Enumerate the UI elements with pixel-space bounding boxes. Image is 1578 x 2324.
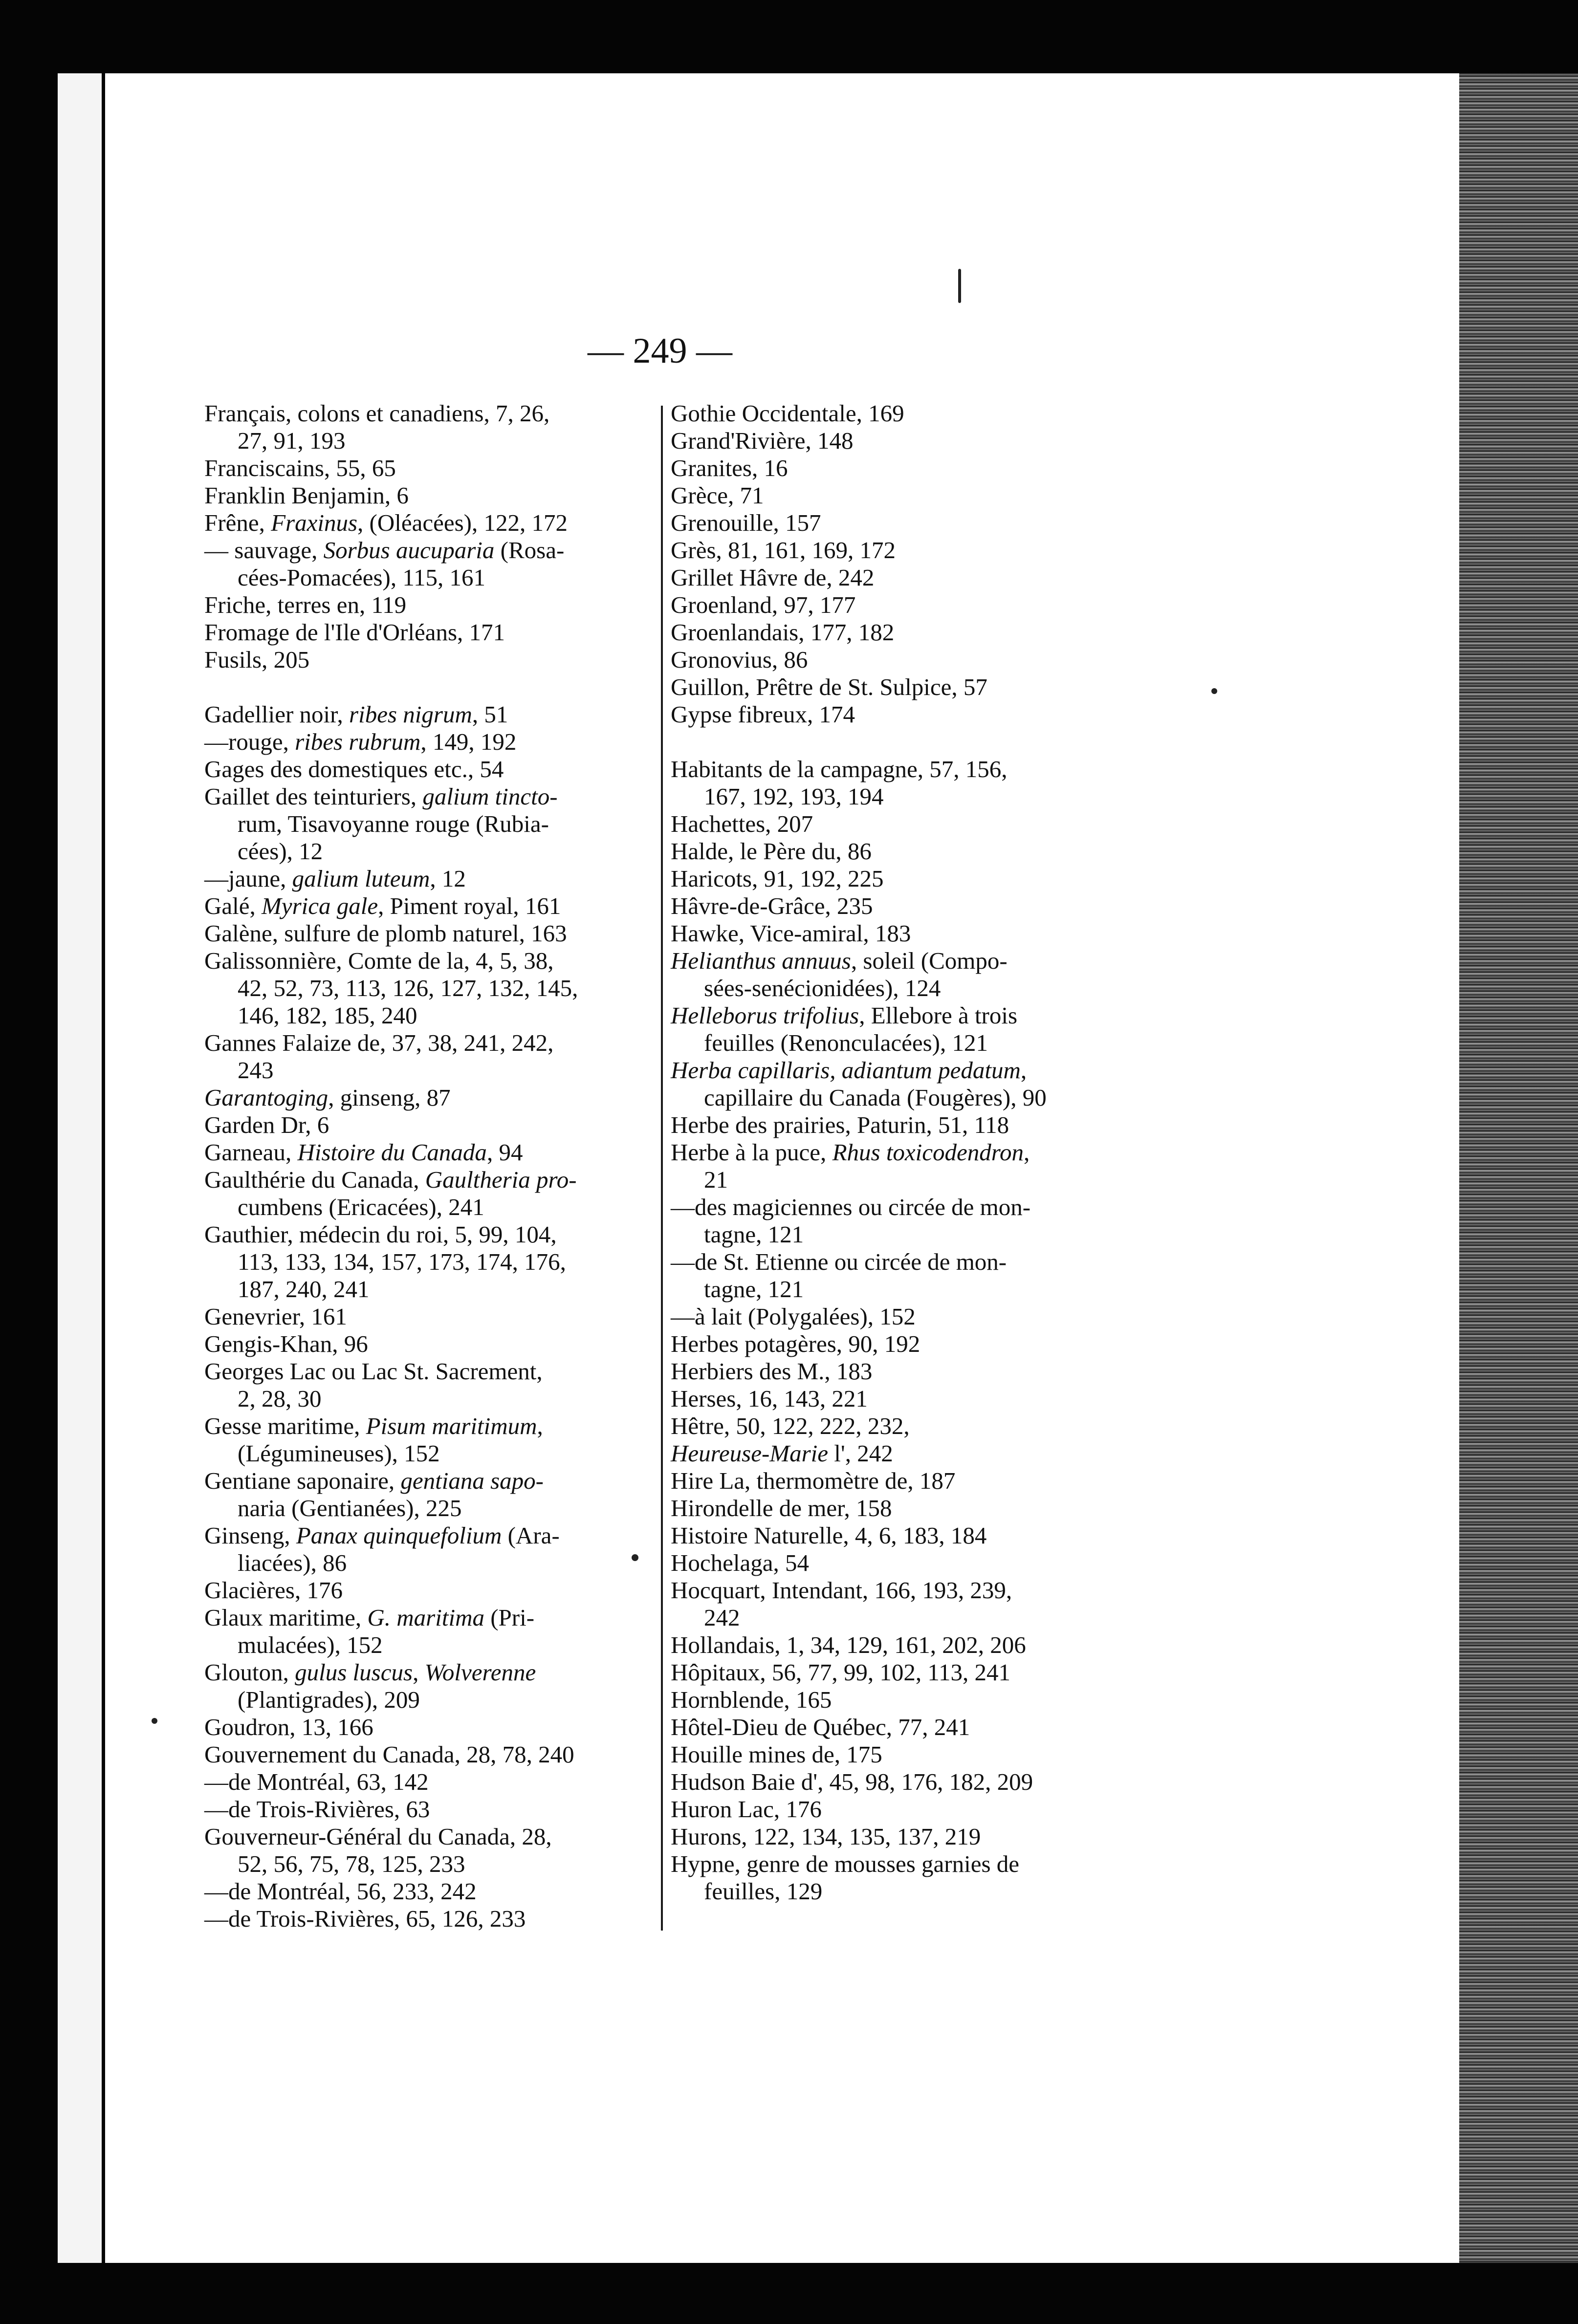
- index-entry: [204, 947, 661, 1029]
- index-entry-line: naria (Gentianées), 225: [238, 1495, 462, 1521]
- left-page-edge: [58, 73, 102, 2263]
- index-entry-line: Grand'Rivière, 148: [671, 427, 854, 454]
- index-entry-line: Herba capillaris, adiantum pedatum,: [671, 1057, 1027, 1084]
- index-entry: [671, 1741, 1125, 1768]
- index-entry: [671, 455, 1125, 482]
- index-entry: [671, 1522, 1125, 1549]
- index-column-left: [204, 400, 661, 1933]
- index-entry: [204, 1741, 661, 1768]
- index-entry-line: 242: [704, 1604, 740, 1631]
- index-entry-line: (Plantigrades), 209: [238, 1686, 420, 1713]
- index-entry-line: cumbens (Ericacées), 241: [238, 1194, 484, 1220]
- index-entry: [671, 400, 1125, 427]
- index-entry-line: (Légumineuses), 152: [238, 1440, 440, 1467]
- index-entry: [671, 1303, 1125, 1330]
- index-entry: [671, 1714, 1125, 1741]
- index-entry-line: Gypse fibreux, 174: [671, 701, 855, 728]
- index-entry: [671, 865, 1125, 892]
- index-entry: [671, 1385, 1125, 1412]
- index-entry-line: Houille mines de, 175: [671, 1741, 882, 1768]
- index-entry: [671, 947, 1125, 1002]
- index-entry-line: Gothie Occidentale, 169: [671, 400, 904, 427]
- index-entry: [671, 1002, 1125, 1057]
- index-entry-line: Fusils, 205: [204, 646, 310, 673]
- index-entry: [204, 756, 661, 783]
- right-page-edge: [1459, 73, 1578, 2263]
- index-entry-line: cées), 12: [238, 838, 323, 865]
- index-entry: [204, 920, 661, 947]
- index-entry: [204, 1303, 661, 1330]
- index-entry-line: Gengis-Khan, 96: [204, 1330, 368, 1357]
- index-entry: [671, 701, 1125, 728]
- index-entry-line: 113, 133, 134, 157, 173, 174, 176,: [238, 1248, 566, 1275]
- index-entry-line: Glacières, 176: [204, 1577, 343, 1604]
- index-entry-line: Garden Dr, 6: [204, 1111, 329, 1138]
- index-entry: [671, 1111, 1125, 1139]
- index-entry-line: Georges Lac ou Lac St. Sacrement,: [204, 1358, 543, 1385]
- index-entry: [204, 701, 661, 728]
- index-entry: [204, 1796, 661, 1823]
- index-entry: [671, 756, 1125, 810]
- index-entry: [671, 810, 1125, 838]
- index-entry: [671, 1659, 1125, 1686]
- index-entry-line: Helleborus trifolius, Ellebore à trois: [671, 1002, 1018, 1029]
- section-gap: [204, 673, 661, 701]
- index-entry-line: Hire La, thermomètre de, 187: [671, 1467, 956, 1494]
- ink-speck: [958, 269, 961, 303]
- index-entry: [671, 646, 1125, 673]
- index-entry-line: Franklin Benjamin, 6: [204, 482, 409, 509]
- index-entry-line: — sauvage, Sorbus aucuparia (Rosa-: [204, 537, 565, 564]
- index-entry: [204, 1659, 661, 1714]
- index-entry-line: Genevrier, 161: [204, 1303, 347, 1330]
- index-entry-line: Huron Lac, 176: [671, 1796, 822, 1823]
- index-entry: [671, 427, 1125, 455]
- index-entry: [671, 1330, 1125, 1358]
- index-entry-line: 243: [238, 1057, 274, 1084]
- index-entry: [204, 1412, 661, 1467]
- index-entry: [671, 1495, 1125, 1522]
- index-entry: [204, 509, 661, 537]
- index-entry-line: 2, 28, 30: [238, 1385, 322, 1412]
- index-entry-line: Gronovius, 86: [671, 646, 808, 673]
- index-entry-line: Hôtel-Dieu de Québec, 77, 241: [671, 1714, 970, 1740]
- index-entry: [671, 1823, 1125, 1850]
- index-entry-line: Granites, 16: [671, 455, 788, 481]
- index-entry-line: 21: [704, 1166, 728, 1193]
- index-entry-line: —des magiciennes ou circée de mon-: [671, 1194, 1031, 1220]
- index-entry-line: Gages des domestiques etc., 54: [204, 756, 504, 782]
- ink-speck: [152, 1718, 157, 1724]
- index-entry-line: Hochelaga, 54: [671, 1549, 809, 1576]
- index-entry-line: mulacées), 152: [238, 1631, 383, 1658]
- index-entry-line: Ginseng, Panax quinquefolium (Ara-: [204, 1522, 560, 1549]
- index-entry-line: Glouton, gulus luscus, Wolverenne: [204, 1659, 536, 1686]
- index-entry: [204, 1467, 661, 1522]
- index-entry-line: Frêne, Fraxinus, (Oléacées), 122, 172: [204, 509, 568, 536]
- index-entry-line: Hawke, Vice-amiral, 183: [671, 920, 911, 947]
- index-entry-line: —à lait (Polygalées), 152: [671, 1303, 916, 1330]
- index-entry-line: liacées), 86: [238, 1549, 347, 1576]
- index-entry-line: —de Montréal, 56, 233, 242: [204, 1878, 477, 1905]
- index-entry-line: feuilles (Renonculacées), 121: [704, 1029, 988, 1056]
- index-entry-line: cées-Pomacées), 115, 161: [238, 564, 486, 591]
- index-entry-line: Gouverneur-Général du Canada, 28,: [204, 1823, 552, 1850]
- index-entry: [671, 1686, 1125, 1714]
- index-entry: [671, 1412, 1125, 1440]
- index-entry-line: Gadellier noir, ribes nigrum, 51: [204, 701, 508, 728]
- index-entry: [204, 1358, 661, 1412]
- index-entry-line: feuilles, 129: [704, 1878, 823, 1905]
- index-entry: [204, 455, 661, 482]
- index-entry: [671, 1577, 1125, 1631]
- index-entry: [204, 1111, 661, 1139]
- index-entry-line: tagne, 121: [704, 1276, 804, 1303]
- index-entry: [671, 1440, 1125, 1467]
- index-entry-line: Grillet Hâvre de, 242: [671, 564, 875, 591]
- index-entry: [204, 646, 661, 673]
- index-entry: [671, 1194, 1125, 1248]
- index-entry-line: Français, colons et canadiens, 7, 26,: [204, 400, 550, 427]
- index-entry: [671, 1850, 1125, 1905]
- index-entry-line: —de Trois-Rivières, 63: [204, 1796, 430, 1823]
- index-entry-line: —rouge, ribes rubrum, 149, 192: [204, 728, 517, 755]
- index-entry-line: 167, 192, 193, 194: [704, 783, 884, 810]
- index-entry: [671, 1549, 1125, 1577]
- index-entry: [671, 564, 1125, 591]
- index-entry: [204, 1768, 661, 1796]
- index-entry: [204, 400, 661, 455]
- index-entry: [204, 1330, 661, 1358]
- index-entry-line: Gouvernement du Canada, 28, 78, 240: [204, 1741, 574, 1768]
- index-entry-line: Gaulthérie du Canada, Gaultheria pro-: [204, 1166, 577, 1193]
- index-entry-line: Herbe des prairies, Paturin, 51, 118: [671, 1111, 1009, 1138]
- ink-speck: [632, 1554, 638, 1561]
- index-entry-line: Hocquart, Intendant, 166, 193, 239,: [671, 1577, 1012, 1604]
- page-number: — 249 —: [588, 331, 732, 371]
- index-entry: [204, 1029, 661, 1084]
- index-entry-line: Hudson Baie d', 45, 98, 176, 182, 209: [671, 1768, 1033, 1795]
- index-entry-line: —de Trois-Rivières, 65, 126, 233: [204, 1905, 526, 1932]
- index-entry: [204, 1714, 661, 1741]
- index-entry: [204, 1522, 661, 1577]
- index-entry: [671, 892, 1125, 920]
- index-entry: [204, 619, 661, 646]
- index-entry: [671, 920, 1125, 947]
- index-entry-line: Gauthier, médecin du roi, 5, 99, 104,: [204, 1221, 557, 1248]
- index-entry-line: Galissonnière, Comte de la, 4, 5, 38,: [204, 947, 554, 974]
- index-entry: [204, 1577, 661, 1604]
- index-entry-line: Helianthus annuus, soleil (Compo-: [671, 947, 1008, 974]
- column-divider: [661, 406, 663, 1931]
- index-entry-line: Gesse maritime, Pisum maritimum,: [204, 1412, 543, 1439]
- index-entry-line: Habitants de la campagne, 57, 156,: [671, 756, 1008, 782]
- index-entry-line: Hollandais, 1, 34, 129, 161, 202, 206: [671, 1631, 1026, 1658]
- index-entry: [671, 537, 1125, 564]
- index-entry-line: Hachettes, 207: [671, 810, 813, 837]
- index-entry-line: Guillon, Prêtre de St. Sulpice, 57: [671, 673, 987, 700]
- index-entry: [671, 838, 1125, 865]
- index-entry-line: capillaire du Canada (Fougères), 90: [704, 1084, 1047, 1111]
- index-entry-line: Hirondelle de mer, 158: [671, 1495, 892, 1521]
- index-entry-line: Gaillet des teinturiers, galium tincto-: [204, 783, 558, 810]
- index-entry-line: Histoire Naturelle, 4, 6, 183, 184: [671, 1522, 987, 1549]
- index-entry: [204, 1139, 661, 1166]
- index-entry-line: Herses, 16, 143, 221: [671, 1385, 868, 1412]
- index-entry: [671, 1796, 1125, 1823]
- index-entry-line: Galène, sulfure de plomb naturel, 163: [204, 920, 567, 947]
- index-entry-line: sées-senécionidées), 124: [704, 975, 941, 1001]
- index-entry-line: Hypne, genre de mousses garnies de: [671, 1850, 1020, 1877]
- index-entry-line: Gannes Falaize de, 37, 38, 241, 242,: [204, 1029, 554, 1056]
- index-entry: [671, 619, 1125, 646]
- index-entry-line: 27, 91, 193: [238, 427, 346, 454]
- index-entry-line: —de St. Etienne ou circée de mon-: [671, 1248, 1007, 1275]
- index-entry: [671, 482, 1125, 509]
- index-entry-line: Haricots, 91, 192, 225: [671, 865, 884, 892]
- index-entry: [204, 537, 661, 591]
- index-entry: [204, 1823, 661, 1878]
- ink-speck: [1211, 688, 1217, 694]
- index-entry: [204, 728, 661, 756]
- index-entry: [671, 509, 1125, 537]
- index-entry-line: Herbe à la puce, Rhus toxicodendron,: [671, 1139, 1030, 1166]
- index-entry-line: Friche, terres en, 119: [204, 591, 407, 618]
- section-gap: [671, 728, 1125, 756]
- index-entry: [204, 892, 661, 920]
- index-entry: [204, 1878, 661, 1905]
- index-entry-line: Fromage de l'Ile d'Orléans, 171: [204, 619, 505, 646]
- index-column-right: [671, 400, 1125, 1905]
- index-entry-line: Heureuse-Marie l', 242: [671, 1440, 893, 1467]
- index-entry-line: Halde, le Père du, 86: [671, 838, 872, 865]
- index-entry: [204, 865, 661, 892]
- index-entry-line: Hâvre-de-Grâce, 235: [671, 892, 873, 919]
- index-entry: [671, 1631, 1125, 1659]
- index-entry: [204, 1084, 661, 1111]
- index-entry-line: Grès, 81, 161, 169, 172: [671, 537, 896, 564]
- index-entry-line: Gentiane saponaire, gentiana sapo-: [204, 1467, 544, 1494]
- index-entry: [204, 1905, 661, 1933]
- index-entry-line: Hurons, 122, 134, 135, 137, 219: [671, 1823, 981, 1850]
- index-entry: [671, 673, 1125, 701]
- index-entry-line: Franciscains, 55, 65: [204, 455, 396, 481]
- index-entry: [204, 783, 661, 865]
- index-entry: [671, 1139, 1125, 1194]
- index-entry-line: —de Montréal, 63, 142: [204, 1768, 429, 1795]
- index-entry-line: Glaux maritime, G. maritima (Pri-: [204, 1604, 535, 1631]
- index-entry: [204, 1604, 661, 1659]
- index-entry: [671, 1358, 1125, 1385]
- index-entry: [204, 1221, 661, 1303]
- index-entry-line: Garantoging, ginseng, 87: [204, 1084, 451, 1111]
- index-entry: [671, 1768, 1125, 1796]
- index-entry-line: tagne, 121: [704, 1221, 804, 1248]
- index-entry-line: Galé, Myrica gale, Piment royal, 161: [204, 892, 561, 919]
- index-entry: [204, 1166, 661, 1221]
- index-entry-line: —jaune, galium luteum, 12: [204, 865, 466, 892]
- index-entry-line: rum, Tisavoyanne rouge (Rubia-: [238, 810, 549, 837]
- index-entry: [671, 1467, 1125, 1495]
- index-entry: [671, 1057, 1125, 1111]
- index-entry-line: Herbes potagères, 90, 192: [671, 1330, 920, 1357]
- index-entry-line: Groenland, 97, 177: [671, 591, 856, 618]
- index-entry-line: 187, 240, 241: [238, 1276, 370, 1303]
- index-entry-line: Garneau, Histoire du Canada, 94: [204, 1139, 523, 1166]
- index-entry: [204, 482, 661, 509]
- index-entry-line: Goudron, 13, 166: [204, 1714, 373, 1740]
- index-entry: [671, 591, 1125, 619]
- index-entry-line: Grenouille, 157: [671, 509, 821, 536]
- index-entry-line: Hornblende, 165: [671, 1686, 832, 1713]
- index-entry: [671, 1248, 1125, 1303]
- index-entry-line: Hêtre, 50, 122, 222, 232,: [671, 1412, 910, 1439]
- index-entry-line: Hôpitaux, 56, 77, 99, 102, 113, 241: [671, 1659, 1011, 1686]
- index-entry-line: Groenlandais, 177, 182: [671, 619, 895, 646]
- index-entry-line: 52, 56, 75, 78, 125, 233: [238, 1850, 465, 1877]
- index-entry: [204, 591, 661, 619]
- index-entry-line: 42, 52, 73, 113, 126, 127, 132, 145,: [238, 975, 578, 1001]
- index-entry-line: 146, 182, 185, 240: [238, 1002, 417, 1029]
- index-entry-line: Herbiers des M., 183: [671, 1358, 873, 1385]
- index-entry-line: Grèce, 71: [671, 482, 764, 509]
